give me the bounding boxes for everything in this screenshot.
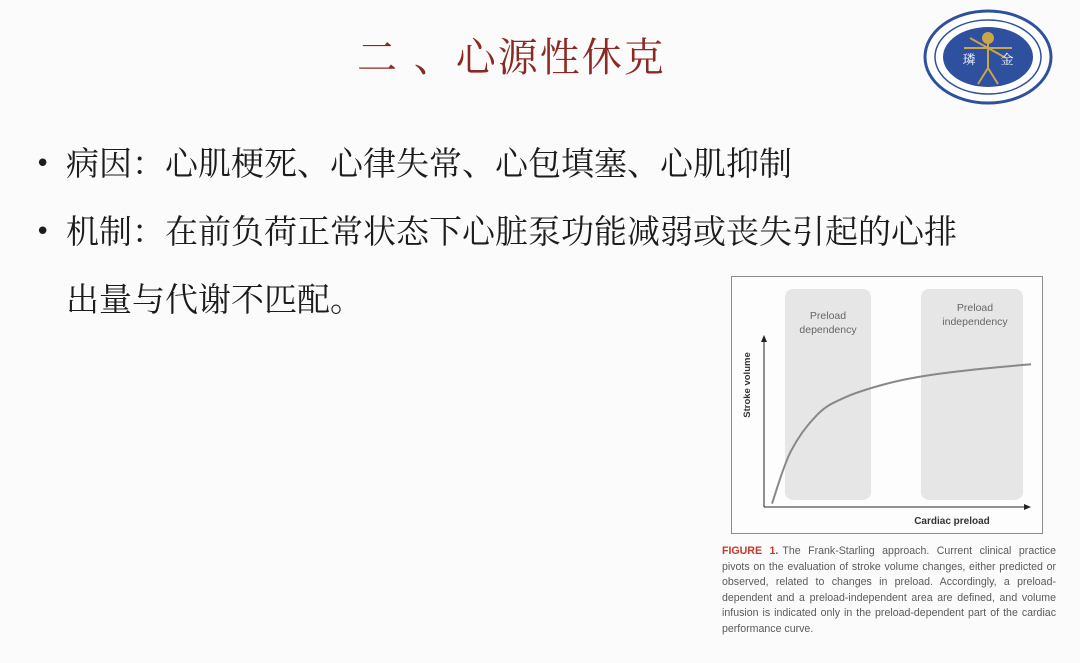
bullet-dot-icon: • (35, 149, 51, 179)
bullet-text: 病因：心肌梗死、心律失常、心包填塞、心肌抑制 (66, 144, 792, 183)
bullet-text: 机制：在前负荷正常状态下心脏泵功能减弱或丧失引起的心排 (66, 212, 957, 251)
university-logo (922, 8, 1054, 106)
slide-title: 二 、心源性休克 (357, 35, 666, 81)
figure-caption-label: FIGURE 1. (722, 545, 779, 557)
x-axis-arrow-icon (1024, 504, 1031, 510)
figure-caption-text: The Frank-Starling approach. Current clinical practice pivots on the evaluation of stroke volume changes, either predicted or observed, related to changes in preload. Accordingly, a preload-dependent and a preload-independent area are defined, and volume infusion is indicated only in the preload-dependent part of the cardiac performance curve. (722, 545, 1057, 635)
zone-right-label-line1: Preload (956, 302, 994, 314)
bullet-text-continued: 出量与代谢不匹配。 (66, 280, 363, 319)
y-axis-arrow-icon (761, 335, 767, 342)
bullet-dot-icon: • (35, 217, 51, 247)
frank-starling-figure (731, 276, 1043, 534)
figure-caption (722, 544, 1056, 638)
bullet-item-cause (30, 130, 1040, 198)
x-axis-label: Cardiac preload (914, 516, 990, 527)
logo-glyph-left: 璘 (962, 53, 976, 68)
zone-left-label-line2: dependency (799, 324, 857, 336)
frank-starling-chart (732, 277, 1041, 532)
zone-left-label-line1: Preload (809, 310, 847, 322)
logo-glyph-right: 金 (1000, 53, 1014, 68)
y-axis-label: Stroke volume (742, 352, 753, 418)
zone-right-label-line2: independency (942, 316, 1008, 328)
